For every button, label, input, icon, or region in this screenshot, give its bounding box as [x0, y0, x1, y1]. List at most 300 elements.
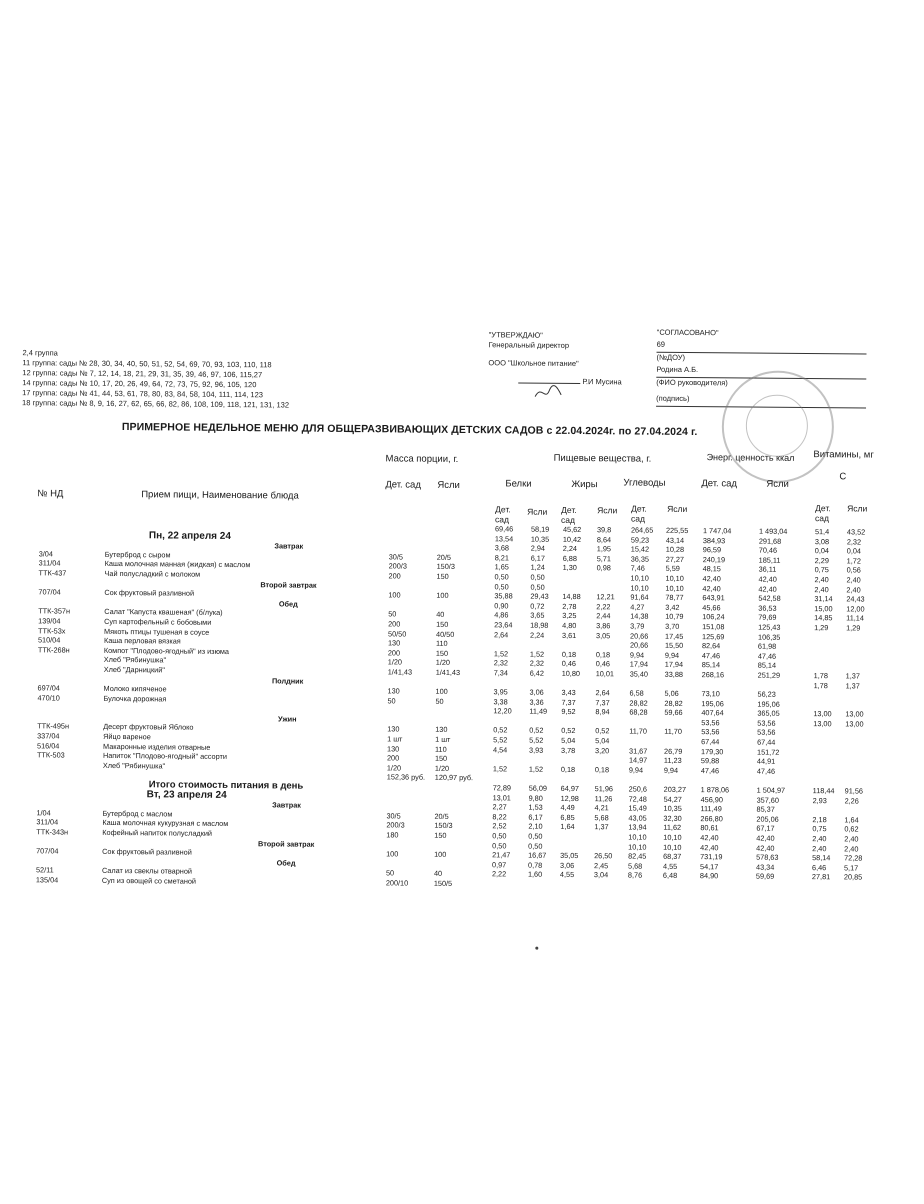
cell-value: 3,79: [630, 621, 645, 631]
cell-value: 91,56: [844, 786, 864, 796]
cell-dish: Молоко кипяченое: [103, 683, 167, 694]
cell-value: 0,50: [528, 831, 543, 841]
cell-value: 43,52: [846, 527, 866, 537]
cell-portion-sad: 50: [385, 868, 395, 878]
cell-portion-yasli: 20/5: [436, 552, 451, 562]
cell-value: 3,04: [593, 870, 609, 880]
cell-value: 2,40: [812, 834, 827, 844]
cell-portion-yasli: 150: [434, 830, 447, 840]
cell-code: 135/04: [35, 875, 59, 885]
cell-value: 4,27: [630, 602, 645, 612]
cell-value: 15,00: [814, 603, 833, 613]
cell-value: 111,49: [700, 804, 722, 814]
cell-portion-yasli: 1/20: [435, 658, 451, 668]
cell-dish: Чай полусладкий с молоком: [104, 568, 201, 579]
cell-value: 10,80: [561, 668, 581, 678]
total-label: Итого стоимость питания в день: [148, 779, 304, 792]
approve-org: ООО "Школьное питание": [488, 358, 579, 369]
cell-value: 0,72: [530, 601, 545, 611]
cell-value: 384,93: [702, 535, 726, 545]
cell-portion-yasli: 150: [436, 571, 449, 581]
cell-value: 42,40: [702, 583, 721, 593]
cell-value: 4,21: [594, 803, 609, 813]
cell-dish: Булочка дорожная: [103, 693, 167, 704]
cell-value: 67,44: [701, 737, 720, 747]
cell-value: 59,88: [700, 756, 720, 766]
header-yasli: Ясли: [437, 479, 460, 491]
cell-value: 1,24: [530, 562, 545, 573]
cell-value: 3,08: [814, 536, 830, 546]
cell-value: 0,98: [596, 563, 611, 573]
cell-value: 36,11: [758, 564, 777, 575]
cell-value: 14,38: [630, 611, 649, 621]
cell-value: 2,27: [492, 802, 507, 812]
cell-value: 8,64: [596, 534, 612, 544]
cell-value: 542,58: [758, 593, 781, 603]
cell-value: 125,43: [758, 622, 781, 632]
cell-code: 1/04: [36, 808, 51, 818]
cell-code: ТТК-503: [36, 750, 65, 760]
cell-value: 2,32: [493, 658, 509, 668]
cell-value: 203,27: [663, 784, 687, 795]
cell-dish: Каша перловая вязкая: [103, 636, 181, 646]
cell-value: 0,56: [846, 565, 861, 575]
cell-value: 10,10: [628, 832, 647, 842]
sub-det: Дет.: [815, 503, 831, 514]
cell-value: 10,10: [630, 583, 649, 593]
cell-value: 11,62: [663, 823, 682, 833]
cell-value: 5,06: [664, 688, 679, 699]
cell-dish: Хлеб "Рябинушка": [103, 655, 167, 665]
cell-code: 3/04: [38, 549, 53, 559]
cell-value: 12,00: [846, 604, 865, 614]
cell-portion-yasli: 40: [433, 869, 443, 879]
cell-value: 47,46: [700, 765, 720, 776]
cell-value: 5,04: [561, 735, 576, 746]
day-label: Пн, 22 апреля 24: [148, 529, 231, 542]
section-label: Завтрак: [274, 541, 304, 551]
section-label: Ужин: [278, 714, 297, 724]
cell-value: 10,42: [562, 534, 582, 544]
cell-portion-yasli: 100: [434, 849, 447, 860]
cell-dish: Кофейный напиток полусладкий: [102, 827, 213, 838]
cell-value: 15,50: [664, 640, 684, 651]
cell-value: 2,45: [593, 860, 609, 871]
cell-value: 42,40: [756, 843, 775, 853]
cell-value: 0,50: [530, 582, 545, 592]
cell-value: 1,64: [844, 815, 859, 825]
cell-dish: Бутерброд с сыром: [104, 549, 171, 560]
agree-number: 69: [657, 340, 867, 355]
cell-value: 0,75: [812, 824, 827, 834]
cell-portion-yasli: 20/5: [434, 811, 449, 821]
cell-value: 2,40: [846, 584, 861, 595]
cell-value: 51,96: [594, 784, 614, 794]
sub-yasli: Ясли: [597, 505, 618, 516]
cell-value: 59,23: [630, 535, 650, 545]
cell-value: 42,40: [756, 833, 775, 843]
cell-value: 2,94: [530, 543, 546, 553]
cell-value: 2,40: [814, 575, 829, 585]
kindergarten-groups-list: [22, 348, 289, 410]
cell-portion-yasli: 150/5: [433, 878, 453, 888]
cell-value: 3,06: [529, 687, 544, 697]
cell-value: 64,97: [560, 783, 580, 794]
cell-value: 85,14: [701, 660, 721, 670]
cell-value: 85,37: [756, 804, 775, 814]
cell-value: 21,47: [492, 850, 511, 860]
cell-value: 1,65: [494, 562, 509, 572]
cell-value: 240,19: [702, 554, 726, 565]
cell-portion-sad: 130: [387, 686, 400, 696]
cell-value: 1,30: [562, 563, 577, 573]
cell-value: 0,50: [492, 831, 507, 841]
cell-value: 44,91: [756, 756, 776, 767]
sub-sad: сад: [495, 514, 510, 525]
cell-value: 205,06: [756, 814, 779, 824]
cell-value: 5,68: [594, 812, 609, 823]
cell-dish: Каша молочная манная (жидкая) с маслом: [104, 559, 251, 570]
cell-value: 20,66: [630, 631, 649, 641]
cell-value: 56,23: [757, 689, 776, 699]
cell-value: 13,94: [628, 822, 647, 833]
cell-value: 10,10: [630, 573, 649, 583]
cell-value: 70,46: [758, 545, 778, 555]
cell-value: 12,21: [596, 592, 615, 602]
cell-value: 26,79: [664, 746, 683, 756]
header-vitamin-c: С: [839, 471, 847, 483]
cell-value: 2,40: [844, 834, 859, 844]
cell-value: 0,50: [492, 840, 507, 851]
cell-value: 28,82: [664, 698, 683, 708]
cell-value: 2,64: [595, 688, 610, 698]
groups-line: 18 группа: сады № 8, 9, 16, 27, 62, 65, 66, 82, 86, 108, 109, 118, 121, 131, 132: [22, 398, 290, 410]
cell-portion-yasli: 1/41,43: [435, 667, 461, 677]
cell-value: 4,86: [494, 610, 509, 620]
cell-portion-sad: 200/3: [386, 820, 405, 830]
cell-value: 26,50: [594, 851, 613, 861]
cell-value: 9,80: [528, 793, 543, 803]
cell-value: 7,37: [561, 697, 576, 707]
cell-value: 58,19: [530, 524, 550, 534]
cell-value: 1,52: [493, 649, 509, 659]
cell-value: 47,46: [701, 650, 721, 660]
cell-portion-yasli: 150/3: [436, 562, 455, 572]
cell-value: 118,44: [812, 786, 835, 796]
cell-value: 31,67: [629, 746, 648, 756]
cell-value: 1,37: [594, 822, 609, 832]
cell-value: 6,48: [662, 871, 678, 881]
cell-value: 3,43: [561, 687, 576, 698]
cell-value: 195,06: [757, 699, 780, 709]
cell-value: 91,64: [630, 592, 649, 602]
cell-portion-sad: 1/20: [386, 763, 402, 773]
cell-value: 82,45: [628, 851, 647, 861]
cell-value: 3,95: [493, 687, 508, 697]
cell-value: 12,98: [560, 793, 579, 803]
cell-value: 53,56: [701, 727, 720, 737]
cell-value: 1,52: [528, 764, 544, 774]
cell-value: 1,78: [813, 670, 828, 681]
cell-value: 82,64: [701, 641, 721, 651]
approve-position: Генеральный директор: [488, 340, 570, 350]
cell-value: 35,88: [494, 591, 513, 601]
cell-value: 0,52: [529, 726, 544, 736]
menu-table: [36, 520, 909, 892]
cell-value: 78,77: [665, 592, 684, 603]
cell-value: 68,28: [629, 707, 648, 717]
cell-dish: Напиток "Плодово-ягодный" ассорти: [102, 751, 227, 762]
cell-value: 11,70: [629, 726, 647, 737]
cell-code: 697/04: [37, 683, 60, 693]
cell-value: 8,21: [494, 553, 509, 563]
cell-value: 20,66: [629, 640, 649, 650]
cell-code: ТТК-495н: [37, 721, 70, 732]
cell-value: 45,66: [702, 602, 721, 613]
cell-value: 96,59: [702, 545, 722, 555]
cell-value: 6,42: [529, 668, 544, 678]
sub-yasli: Ясли: [527, 506, 548, 517]
cell-dish: Яйцо вареное: [103, 731, 151, 742]
cell-dish: Салат из свеклы отварной: [101, 866, 193, 877]
cell-portion-yasli: 40: [436, 610, 445, 620]
cell-value: 1,72: [846, 556, 861, 566]
cell-value: 42,40: [702, 574, 721, 584]
cell-value: 27,81: [811, 872, 831, 882]
sub-yasli: Ясли: [847, 503, 868, 514]
cell-portion-sad: 30/5: [386, 811, 401, 821]
cell-value: 3,06: [559, 860, 575, 870]
cell-value: 14,85: [814, 613, 833, 623]
cell-value: 56,09: [528, 783, 548, 793]
cell-value: 43,05: [628, 813, 647, 823]
cell-portion-sad: 1 шт: [387, 734, 403, 744]
cell-value: 3,36: [529, 697, 544, 707]
cell-value: 2,93: [812, 795, 827, 805]
cell-value: 7,37: [595, 697, 610, 707]
cell-value: 2,24: [562, 544, 578, 554]
cell-value: 53,56: [757, 728, 776, 738]
cell-portion-sad: 130: [387, 638, 401, 648]
cell-value: 0,18: [560, 764, 576, 774]
cell-value: 0,04: [814, 546, 830, 556]
cell-value: 1,37: [845, 671, 860, 681]
cell-value: 2,52: [492, 821, 507, 831]
cell-portion-sad: 50/50: [388, 628, 407, 639]
cell-value: 0,52: [595, 726, 610, 736]
cell-value: 3,78: [561, 745, 576, 755]
header-det-sad: Дет. сад: [385, 479, 421, 491]
cell-value: 31,14: [814, 594, 833, 604]
cell-value: 14,97: [628, 755, 648, 765]
cell-portion-sad: 50: [388, 609, 397, 619]
cell-code: 516/04: [37, 740, 60, 751]
cell-value: 2,29: [814, 555, 829, 565]
cell-value: 3,61: [562, 630, 577, 640]
cell-value: 45,62: [562, 524, 582, 535]
cell-value: 42,40: [758, 574, 777, 584]
cell-value: 7,46: [630, 563, 645, 573]
cell-value: 291,68: [758, 536, 782, 546]
cell-value: 35,40: [629, 669, 649, 679]
cell-value: 32,30: [663, 813, 682, 823]
header-fats: Жиры: [571, 478, 598, 491]
cell-portion-sad: 200/3: [388, 561, 407, 571]
cell-dish: Макаронные изделия отварные: [103, 741, 211, 752]
cell-value: 61,98: [757, 641, 777, 651]
cell-value: 84,90: [699, 871, 719, 881]
cell-code: 510/04: [37, 635, 61, 645]
cell-value: 1,53: [528, 802, 543, 812]
cell-value: 0,90: [494, 601, 509, 611]
cell-value: 6,17: [530, 553, 545, 563]
cell-value: 4,80: [562, 620, 577, 630]
cell-value: 17,45: [665, 631, 684, 641]
cell-value: 1,37: [845, 680, 860, 690]
cell-value: 10,10: [663, 832, 682, 842]
cell-portion-sad: 50: [387, 696, 396, 706]
cell-portion-yasli: 150: [435, 648, 449, 658]
cell-portion-sad: 180: [386, 830, 399, 840]
cell-code: 311/04: [36, 817, 59, 827]
cell-value: 578,63: [756, 852, 779, 862]
cell-value: 8,22: [492, 812, 507, 822]
cell-value: 5,17: [843, 863, 859, 873]
cell-value: 2,18: [812, 814, 827, 825]
cell-value: 225,55: [665, 525, 689, 535]
groups-line: 2,4 группа: [22, 348, 58, 358]
cell-portion-sad: 200/10: [385, 878, 409, 888]
document-title: ПРИМЕРНОЕ НЕДЕЛЬНОЕ МЕНЮ ДЛЯ ОБЩЕРАЗВИВАЮЩИХ ДЕТСКИХ САДОВ с 22.04.2024г. по 27.04.2024 г.: [121, 421, 698, 439]
cell-value: 5,68: [627, 861, 643, 871]
cell-portion-sad: 200: [388, 619, 401, 629]
cell-value: 10,10: [628, 842, 647, 852]
agree-dou: (№ДОУ): [656, 352, 686, 362]
cell-value: 2,40: [846, 575, 861, 585]
signature-icon: [533, 383, 563, 403]
cell-value: 2,44: [596, 611, 611, 621]
cell-dish: Десерт фруктовый Яблоко: [103, 722, 194, 733]
cell-value: 2,40: [844, 843, 859, 854]
cell-value: 1,52: [492, 764, 508, 774]
cell-value: 1,64: [560, 822, 575, 832]
cell-value: 1,29: [846, 623, 861, 633]
cell-value: 43,14: [665, 535, 685, 545]
header-nutrients: Пищевые вещества, г.: [553, 452, 652, 465]
cell-portion-sad: 152,36 руб.: [386, 772, 426, 783]
cell-portion-yasli: 150: [436, 619, 449, 629]
cell-value: 36,35: [630, 554, 650, 564]
cell-value: 27,27: [665, 554, 685, 564]
cell-value: 2,40: [812, 843, 827, 853]
section-label: Обед: [276, 858, 296, 868]
cell-value: 8,76: [627, 870, 643, 880]
cell-value: 266,80: [700, 813, 723, 824]
cell-code: 707/04: [36, 846, 59, 856]
cell-value: 39,8: [596, 525, 612, 535]
cell-value: 4,49: [560, 803, 575, 813]
cell-value: 72,28: [844, 853, 863, 863]
cell-portion-sad: 1/41,43: [387, 667, 413, 677]
cell-value: 10,35: [663, 804, 682, 814]
cell-portion-yasli: 150: [434, 754, 448, 764]
cell-value: 35,05: [560, 851, 579, 861]
cell-value: 2,10: [528, 822, 543, 832]
cell-value: 643,91: [702, 593, 725, 603]
cell-value: 1,29: [814, 623, 829, 633]
cell-dish: Суп из овощей со сметаной: [101, 875, 197, 886]
cell-portion-sad: 130: [387, 724, 400, 734]
header-dish: Прием пищи, Наименование блюда: [141, 489, 299, 502]
cell-dish: Сок фруктовый разливной: [104, 588, 195, 598]
cell-value: 53,56: [701, 717, 720, 728]
cell-value: 80,61: [700, 823, 719, 833]
cell-value: 268,16: [701, 670, 725, 680]
cell-value: 2,40: [814, 584, 829, 594]
cell-value: 3,65: [530, 610, 545, 621]
cell-value: 28,82: [629, 698, 648, 708]
cell-value: 6,85: [560, 812, 575, 822]
cell-value: 0,50: [494, 572, 509, 582]
cell-code: 311/04: [38, 558, 61, 568]
cell-value: 68,37: [663, 851, 682, 862]
cell-value: 6,58: [629, 688, 644, 698]
cell-code: ТТК-343н: [36, 827, 69, 837]
cell-portion-sad: 100: [388, 590, 401, 600]
cell-value: 11,49: [529, 706, 548, 717]
cell-value: 0,18: [595, 649, 611, 660]
cell-value: 9,94: [663, 765, 679, 775]
cell-portion-yasli: 50: [435, 696, 444, 706]
cell-value: 43,34: [755, 862, 775, 872]
cell-value: 10,28: [665, 544, 685, 555]
sub-sad: сад: [815, 513, 830, 524]
cell-portion-yasli: 100: [436, 590, 449, 601]
header-proteins: Белки: [505, 478, 532, 490]
cell-value: 407,64: [701, 708, 724, 718]
cell-value: 54,27: [663, 794, 682, 804]
cell-value: 12,20: [493, 706, 512, 716]
section-label: Завтрак: [272, 800, 301, 810]
cell-dish: Мякоть птицы тушеная в соусе: [104, 626, 210, 637]
sub-sad: сад: [561, 514, 576, 525]
cell-dish: Каша молочная кукурузная с маслом: [102, 818, 229, 829]
cell-dish: Суп картофельный с бобовыми: [104, 616, 212, 627]
section-label: Полдник: [271, 675, 304, 686]
cell-portion-sad: 100: [386, 849, 399, 859]
cell-value: 0,04: [846, 546, 862, 556]
cell-code: 470/10: [37, 693, 60, 703]
cell-portion-sad: 1/20: [387, 657, 403, 667]
cell-value: 13,00: [813, 718, 832, 729]
cell-value: 11,70: [664, 727, 682, 737]
cell-value: 1,95: [596, 544, 612, 554]
cell-value: 0,62: [844, 824, 859, 834]
cell-value: 0,18: [594, 765, 610, 775]
cell-value: 2,22: [596, 601, 611, 612]
sub-yasli: Ясли: [667, 503, 688, 514]
groups-line: 14 группа: сады № 10, 17, 20, 26, 49, 64, 72, 73, 75, 92, 96, 105, 120: [22, 378, 257, 390]
cell-value: 10,10: [665, 583, 684, 593]
groups-line: 17 группа: сады № 41, 44, 53, 61, 78, 80, 83, 84, 58, 104, 111, 114, 123: [22, 388, 264, 400]
cell-value: 365,05: [757, 708, 780, 719]
cell-value: 58,14: [812, 853, 831, 863]
cell-value: 0,46: [595, 659, 611, 669]
cell-value: 13,00: [845, 719, 864, 729]
cell-value: 72,89: [492, 783, 512, 793]
header-vitamins: Витамины, мг: [813, 449, 874, 461]
cell-value: 3,25: [562, 611, 577, 621]
